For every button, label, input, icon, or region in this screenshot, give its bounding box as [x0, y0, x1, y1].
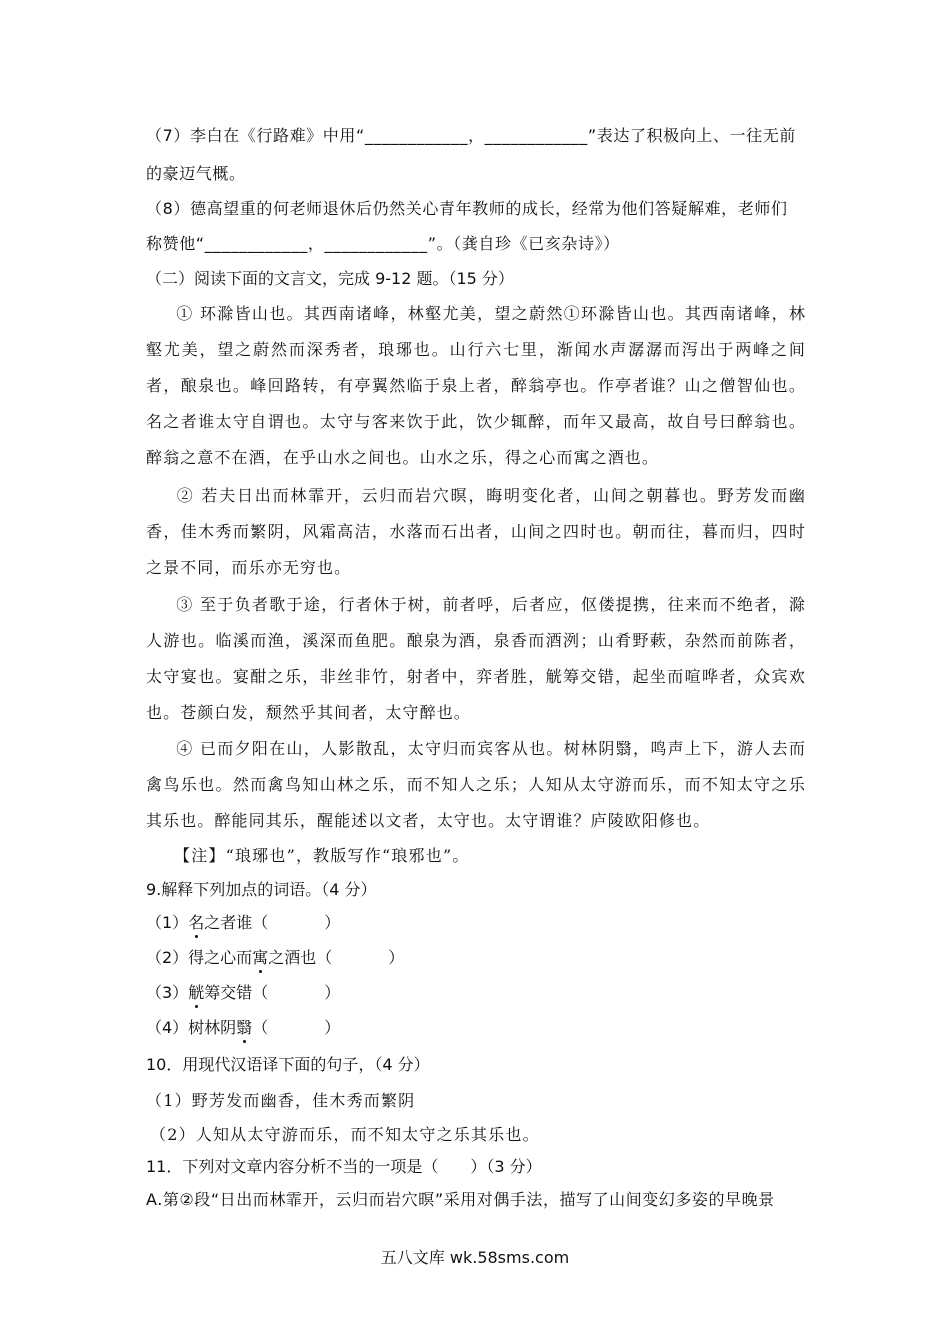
question-7-line-1: （7）李白在《行路难》中用“____________，____________”表达了积极向上、一往无前: [146, 126, 796, 145]
question-9-item-3: （3）觥筹交错（ ）: [146, 983, 341, 1002]
dotted-char: 名: [188, 913, 205, 932]
passage-paragraph-4: ④ 已而夕阳在山，人影散乱，太守归而宾客从也。树林阴翳，鸣声上下，游人去而禽鸟乐也。然而禽鸟知山林之乐，而不知人之乐；人知从太守游而乐，而不知太守之乐其乐也。醉能同其乐，醒能述以文者，太守也。太守谓谁？庐陵欧阳修也。: [146, 739, 806, 830]
question-10-sentence-2: （2）人知从太守游而乐，而不知太守之乐其乐也。: [150, 1125, 540, 1144]
question-8-line-1: （8）德高望重的何老师退休后仍然关心青年教师的成长，经常为他们答疑解难，老师们: [146, 199, 788, 218]
passage-paragraph-3: ③ 至于负者歌于途，行者休于树，前者呼，后者应，伛偻提携，往来而不绝者，滁人游也。临溪而渔，溪深而鱼肥。酿泉为酒，泉香而酒洌；山肴野蔌，杂然而前陈者，太守宴也。宴酣之乐，非丝非竹，射者中，弈者胜，觥筹交错，起坐而喧哗者，众宾欢也。苍颜白发，颓然乎其间者，太守醉也。: [146, 595, 806, 722]
passage-note: 【注】“琅琊也”，教版写作“琅邪也”。: [174, 846, 470, 865]
dotted-char: 翳: [236, 1018, 253, 1037]
passage-paragraph-2: ② 若夫日出而林霏开，云归而岩穴暝，晦明变化者，山间之朝暮也。野芳发而幽香，佳木秀而繁阴，风霜高洁，水落而石出者，山间之四时也。朝而往，暮而归，四时之景不同，而乐亦无穷也。: [146, 486, 806, 577]
passage-paragraph-1: ① 环滁皆山也。其西南诸峰，林壑尤美，望之蔚然①环滁皆山也。其西南诸峰，林壑尤美，望之蔚然而深秀者，琅琊也。山行六七里，渐闻水声潺潺而泻出于两峰之间者，酿泉也。峰回路转，有亭翼然临于泉上者，醉翁亭也。作亭者谁？山之僧智仙也。名之者谁太守自谓也。太守与客来饮于此，饮少辄醉，而年又最高，故自号曰醉翁也。醉翁之意不在酒，在乎山水之间也。山水之乐，得之心而寓之酒也。: [146, 304, 806, 467]
question-7-line-2: 的豪迈气概。: [146, 164, 246, 183]
question-9-item-2: （2）得之心而寓之酒也（ ）: [146, 948, 405, 967]
question-9-item-1: （1）名之者谁（ ）: [146, 913, 341, 932]
dotted-char: 觥: [188, 983, 205, 1002]
question-8-line-2: 称赞他“____________，____________”。（龚自珍《已亥杂诗》）: [146, 234, 620, 253]
section-2-heading: （二）阅读下面的文言文，完成 9-12 题。（15 分）: [146, 269, 514, 288]
question-10-sentence-1: （1）野芳发而幽香，佳木秀而繁阴: [146, 1091, 416, 1110]
question-11-stem: 11．下列对文章内容分析不当的一项是（ ）（3 分）: [146, 1157, 542, 1176]
question-9-item-4: （4）树林阴翳（ ）: [146, 1018, 341, 1037]
page-footer: 五八文库 wk.58sms.com: [380, 1248, 570, 1267]
question-9-stem: 9.解释下列加点的词语。（4 分）: [146, 880, 377, 899]
question-10-stem: 10．用现代汉语译下面的句子，（4 分）: [146, 1055, 430, 1074]
dotted-char: 寓: [252, 948, 269, 967]
question-11-option-a: A.第②段“日出而林霏开，云归而岩穴暝”采用对偶手法，描写了山间变幻多姿的早晚景: [146, 1190, 775, 1209]
